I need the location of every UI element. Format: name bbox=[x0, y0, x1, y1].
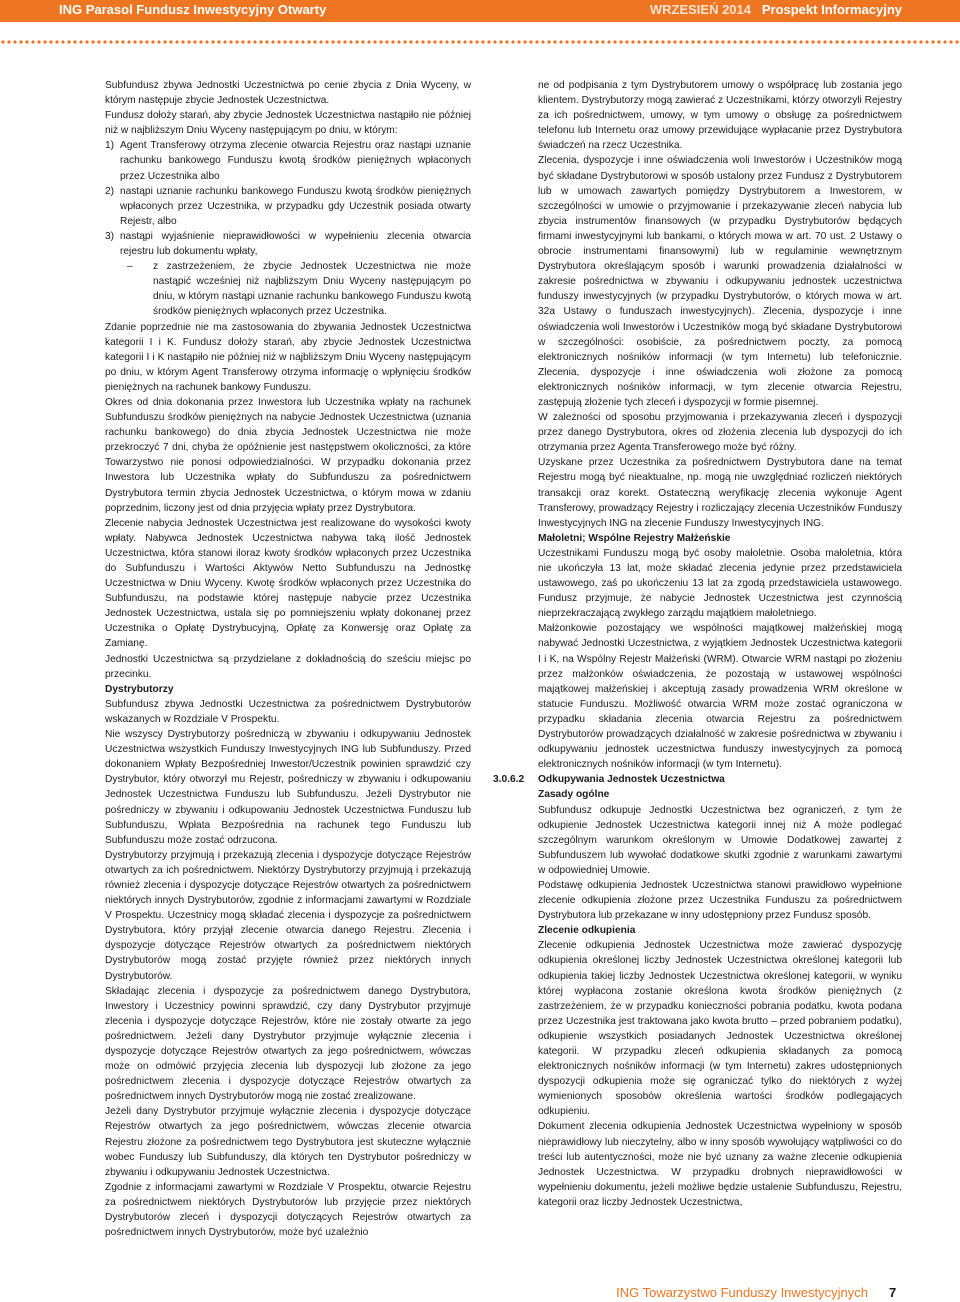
paragraph: Jeżeli dany Dystrybutor przyjmuje wyłącznie zlecenia i dyspozycje dotyczące Rejestrów otwartych za jego pośrednictwem, wówczas zlecenie otwarcia Rejestru złożone za pośrednictwem tego Dystrybutora jest skuteczne wyłącznie wobec Funduszy lub Subfunduszy, dla których ten Dystrybutor pośredniczy w zbywaniu i odkupywaniu Jednostek Uczestnictwa. bbox=[105, 1106, 471, 1178]
paragraph: Fundusz dołoży starań, aby zbycie Jednostek Uczestnictwa nastąpiło nie później niż w najbliższym Dniu Wyceny następującym po dniu, w którym: bbox=[105, 110, 471, 137]
document-title: ING Parasol Fundusz Inwestycyjny Otwarty bbox=[59, 2, 327, 17]
header-right bbox=[650, 2, 902, 17]
paragraph: ne od podpisania z tym Dystrybutorem umowy o współpracę lub zostania jego klientem. Dystrybutorzy mogą zawierać z Uczestnikami, którzy otworzyli Rejestry za ich pośrednictwem, umowy, w tym umowy o obsługę za pośrednictwem telefonu lub Internetu oraz umowy przewidujące wypłacanie przez Dystrybutora świadczeń na rzecz Uczestnika. bbox=[538, 80, 903, 152]
numbered-section bbox=[493, 772, 902, 787]
paragraph: Subfundusz zbywa Jednostki Uczestnictwa po cenie zbycia z Dnia Wyceny, w którym następuje zbycie Jednostek Uczestnictwa. bbox=[105, 80, 471, 107]
section-number: 3.0.6.2 bbox=[493, 774, 525, 786]
section-heading: Małoletni; Wspólne Rejestry Małżeńskie bbox=[538, 532, 731, 544]
left-column bbox=[105, 78, 471, 1240]
page-number: 7 bbox=[889, 1285, 897, 1300]
dash-item bbox=[105, 259, 471, 319]
paragraph: Zlecenie odkupienia Jednostek Uczestnictwa może zawierać dyspozycję odkupienia określonej liczby Jednostek Uczestnictwa określonej kategorii lub odkupienia takiej liczby Jednostek Uczestnictwa określonej kategorii, w wyniku której wypłacona zostanie określona kwota środków pieniężnych (z zastrzeżeniem, że w przypadku konieczności pobrania podatku, kwota podana przez Uczestnika jest traktowana jako kwota brutto – przed pobraniem podatku), odkupienie wszystkich posiadanych Jednostek Uczestnictwa określonej kategorii. W przypadku zleceń odkupienia składanych za pomocą elektronicznych nośników informacji (w tym Internetu) zakres udostępnionych dyspozycji odkupienia może się ograniczać tylko do niektórych z wyżej wymienionych sposobów określenia wartości środków podlegających odkupieniu. bbox=[538, 940, 902, 1118]
paragraph: Małżonkowie pozostający we wspólności majątkowej małżeńskiej mogą nabywać Jednostki Uczestnictwa, z wyjątkiem Jednostek Uczestnictwa kategorii I i K, na Wspólny Rejestr Małżeński (WRM). Otwarcie WRM nastąpi po złożeniu przez małżonków oświadczenia, że pozostają w ustawowej wspólności majątkowej małżeńskiej i akceptują zasady prowadzenia WRM określone w statucie Funduszu. Możliwość otwarcia WRM może zostać ograniczona w przypadku składania zlecenia otwarcia Rejestru za pośrednictwem Dystrybutorów prowadzących działalność w zakresie pośrednictwa w zbywaniu i odkupywaniu jednostek uczestnictwa funduszy inwestycyjnych za pomocą elektronicznych nośników informacji (w tym Internetu). bbox=[538, 623, 902, 771]
paragraph: Zlecenie nabycia Jednostek Uczestnictwa jest realizowane do wysokości kwoty wpłaty. Nabywca Jednostek Uczestnictwa nabywa taką ilość Jednostek Uczestnictwa, która stanowi iloraz kwoty środków wpłaconych przez Uczestnika do Subfunduszu i Wartości Aktywów Netto Subfunduszu na Jednostkę Uczestnictwa w Dniu Wyceny. Kwotę środków wpłaconych przez Uczestnika do Subfunduszu, na podstawie której następuje nabycie przez Uczestnika Jednostek Uczestnictwa, ustala się po pomniejszeniu wpłaty dokonanej przez Uczestnika o Opłatę Dystrybucyjną, Opłatę za Konwersję oraz Opłatę za Zamianę. bbox=[105, 517, 471, 650]
paragraph: Dokument zlecenia odkupienia Jednostek Uczestnictwa wypełniony w sposób nieprawidłowy lub nieczytelny, albo w inny sposób wywołujący wątpliwości co do treści lub autentyczności, może nie być uznany za ważne zlecenie odkupienia Jednostek Uczestnictwa. W przypadku drobnych nieprawidłowości w wypełnieniu dokumentu, jeżeli możliwe będzie ustalenie Subfunduszu, Rejestru, kategorii oraz liczby Jednostek Uczestnictwa, bbox=[538, 1121, 902, 1208]
footer-company: ING Towarzystwo Funduszy Inwestycyjnych bbox=[616, 1285, 868, 1300]
paragraph: Zlecenia, dyspozycje i inne oświadczenia woli Inwestorów i Uczestników mogą być składane Dystrybutorowi w sposób ustalony przez Fundusz z Dystrybutorem lub w umowach zawartych pomiędzy Dystrybutorem a Inwestorem, w szczególności w umowie o przyjmowanie i przekazywanie zleceń nabycia lub zbycia instrumentów finansowych (w przypadku Dystrybutorów będących firmami inwestycyjnymi lub bankami, o których mowa w art. 70 ust. 2 Ustawy o obrocie instrumentami finansowymi) lub w regulaminie wewnętrznym Dystrybutora określającym sposób i warunki prowadzenia działalności w zakresie pośrednictwa w zbywaniu i odkupywaniu jednostek uczestnictwa funduszy inwestycyjnych (w przypadku Dystrybutorów, o których mowa w art. 32a Ustawy o funduszach inwestycyjnych). Zlecenia, dyspozycje i inne oświadczenia woli Inwestorów i Uczestników mogą być składane Dystrybutorowi w szczególności: osobiście, za pośrednictwem poczty, za pomocą elektronicznych nośników informacji (w tym Internetu) lub telefonicznie. Zlecenia, dyspozycje i inne oświadczenia woli złożone za pomocą elektronicznych nośników informacji, w tym zlecenie otwarcia Rejestru, zastępują złożenie tych zleceń i dyspozycji w formie pisemnej. bbox=[538, 155, 902, 408]
right-column bbox=[493, 78, 903, 1210]
paragraph: Zgodnie z informacjami zawartymi w Rozdziale V Prospektu, otwarcie Rejestru za pośrednictwem niektórych Dystrybutorów lub przyjęcie przez niektórych Dystrybutorów zleceń i dyspozycji dotyczących Rejestrów otwartych za pośrednictwem innych Dystrybutorów, może być uzależnio bbox=[105, 1181, 471, 1239]
dash-item-text: z zastrzeżeniem, że zbycie Jednostek Uczestnictwa nie może nastąpić wcześniej niż najbliższym Dniu Wyceny następującym po dniu, w którym nastąpi uznanie rachunku bankowego Funduszu kwotą środków pieniężnych wpłaconych przez Uczestnika. bbox=[153, 261, 471, 318]
list-item bbox=[105, 138, 471, 183]
paragraph: Nie wszyscy Dystrybutorzy pośredniczą w zbywaniu i odkupywaniu Jednostek Uczestnictwa wszystkich Funduszy Inwestycyjnych ING lub Subfunduszy. Przed dokonaniem Wpłaty Bezpośredniej Inwestor/Uczestnik powinien sprawdzić czy Dystrybutor, który otworzył mu Rejestr, pośredniczy w zbywaniu i odkupowaniu Jednostek Uczestnictwa Funduszu lub Subfunduszu. Jeżeli Dystrybutor nie pośredniczy w zbywaniu i odkupowaniu Jednostek Uczestnictwa Funduszu lub Subfunduszu, Wpłata Bezpośrednia na rachunek tego Funduszu lub Subfunduszu może zostać odrzucona. bbox=[105, 729, 471, 846]
paragraph: W zależności od sposobu przyjmowania i przekazywania zleceń i dyspozycji przez danego Dystrybutora, okres od złożenia zlecenia lub dyspozycji do ich otrzymania przez Agenta Transferowego może być różny. bbox=[538, 412, 902, 454]
subsection-heading: Zlecenie odkupienia bbox=[538, 925, 636, 937]
paragraph: Uzyskane przez Uczestnika za pośrednictwem Dystrybutora dane na temat Rejestru mogą być nieaktualne, np. mogą nie uwzględniać rozliczeń niektórych transakcji oraz korekt. Ostateczną weryfikację zlecenia wykonuje Agent Transferowy, prowadzący Rejestry i rozliczający zlecenia Uczestników Funduszy Inwestycyjnych ING na zlecenie Funduszy Inwestycyjnych ING. bbox=[538, 457, 902, 529]
paragraph: Uczestnikami Funduszu mogą być osoby małoletnie. Osoba małoletnia, która nie ukończyła 13 lat, może składać zlecenia jedynie przez przedstawiciela ustawowego, zaś po ukończeniu 13 lat za zgodą przedstawiciela ustawowego. Fundusz przyjmuje, że nabycie Jednostek Uczestnictwa jest czynnością nieprzekraczającą zwykłego zarządu majątkiem małoletniego. bbox=[538, 547, 902, 620]
paragraph: Dystrybutorzy przyjmują i przekazują zlecenia i dyspozycje dotyczące Rejestrów otwartych za ich pośrednictwem. Niektórzy Dystrybutorzy przyjmują i przekazują również zlecenia i dyspozycje dotyczące Rejestrów otwartych za pośrednictwem niektórych innych Dystrybutorów, zgodnie z informacjami zawartymi w Rozdziale V Prospektu. Uczestnicy mogą składać zlecenia i dyspozycje za pośrednictwem Dystrybutora, który przyjął zlecenie otwarcia danego Rejestru. Zlecenia i dyspozycje dotyczące Rejestrów otwartych za pośrednictwem niektórych Dystrybutorów mogą zostać przyjęte również przez niektórych innych Dystrybutorów. bbox=[105, 849, 471, 982]
paragraph: Składając zlecenia i dyspozycje za pośrednictwem danego Dystrybutora, Inwestory i Uczestnicy powinni sprawdzić, czy dany Dystrybutor przyjmuje zlecenia i dyspozycje dotyczące Rejestrów, które nie zostały otwarte za jego pośrednictwem. Jeżeli dany Dystrybutor przyjmuje wyłącznie zlecenia i dyspozycje dotyczące Rejestrów otwartych za jego pośrednictwem, wówczas może on odmówić przyjęcia zlecenia lub dyspozycji lub złożone za jego pośrednictwem zlecenia i dyspozycje dotyczące Rejestrów otwartych za pośrednictwem innych Dystrybutorów mogą nie zostać zrealizowane. bbox=[105, 985, 471, 1103]
paragraph: Okres od dnia dokonania przez Inwestora lub Uczestnika wpłaty na rachunek Subfunduszu środków pieniężnych na nabycie Jednostek Uczestnictwa (uznania rachunku bankowego) do dnia zbycia Jednostek Uczestnictwa nie może przekroczyć 7 dni, chyba że opóźnienie jest następstwem okoliczności, za które Towarzystwo nie ponosi odpowiedzialności. W przypadku dokonania przez Inwestora lub Uczestnika wpłaty do Subfunduszu za pośrednictwem Dystrybutora termin zbycia Jednostek Uczestnictwa, o którym mowa w zdaniu poprzednim, liczony jest od dnia przyjęcia wpłaty przez Dystrybutora. bbox=[105, 396, 471, 514]
paragraph: Subfundusz odkupuje Jednostki Uczestnictwa bez ograniczeń, z tym że odkupienie Jednostek Uczestnictwa kategorii innej niż A może podlegać szczególnym warunkom określonym w Umowie Dodatkowej zawartej z Subfunduszem lub wywołać dodatkowe skutki zgodnie z warunkami zawartymi w odpowiedniej Umowie. bbox=[538, 804, 902, 876]
paragraph: Podstawę odkupienia Jednostek Uczestnictwa stanowi prawidłowo wypełnione zlecenie odkupienia złożone przez Uczestnika Funduszu za pośrednictwem Dystrybutora lub przekazane w inny udostępniony przez Fundusz sposób. bbox=[538, 879, 902, 922]
list-item-text: nastąpi wyjaśnienie nieprawidłowości w wypełnieniu zlecenia otwarcia rejestru lub dokumentu wpłaty, bbox=[120, 230, 471, 258]
dash-symbol: – bbox=[127, 261, 133, 273]
header-doc-type: Prospekt Informacyjny bbox=[761, 2, 902, 17]
header-date: WRZESIEŃ 2014 bbox=[649, 2, 751, 17]
paragraph: Jednostki Uczestnictwa są przydzielane z dokładnością do sześciu miejsc po przecinku. bbox=[105, 653, 471, 680]
dotted-divider bbox=[0, 39, 960, 45]
page-header bbox=[0, 0, 960, 22]
list-item-text: nastąpi uznanie rachunku bankowego Funduszu kwotą środków pieniężnych wpłaconych przez Uczestnika, w przypadku gdy Uczestnik posiada otwarty Rejestr, albo bbox=[120, 185, 471, 227]
section-heading: Dystrybutorzy bbox=[105, 683, 174, 695]
list-item bbox=[105, 229, 471, 259]
paragraph: Zdanie poprzednie nie ma zastosowania do zbywania Jednostek Uczestnictwa kategorii I i K. Fundusz dołoży starań, aby zbycie Jednostek Uczestnictwa kategorii I i K nastąpiło nie później niż w najbliższym Dniu Wyceny następującym po dniu, w którym Agent Transferowy otrzyma informację o wpłynięciu środków pieniężnych na rachunek bankowy Funduszu. bbox=[105, 321, 471, 393]
list-number: 3) bbox=[105, 230, 115, 242]
list-number: 2) bbox=[105, 185, 115, 197]
subsection-heading: Zasady ogólne bbox=[538, 789, 610, 801]
list-item-text: Agent Transferowy otrzyma zlecenie otwarcia Rejestru oraz nastąpi uznanie rachunku bankowego Funduszu kwotą środków pieniężnych wpłaconych przez Uczestnika albo bbox=[120, 140, 471, 182]
section-heading: Odkupywania Jednostek Uczestnictwa bbox=[538, 774, 725, 786]
list-number: 1) bbox=[105, 140, 115, 152]
list-item bbox=[105, 184, 471, 229]
paragraph: Subfundusz zbywa Jednostki Uczestnictwa za pośrednictwem Dystrybutorów wskazanych w Rozdziale V Prospektu. bbox=[105, 698, 471, 725]
